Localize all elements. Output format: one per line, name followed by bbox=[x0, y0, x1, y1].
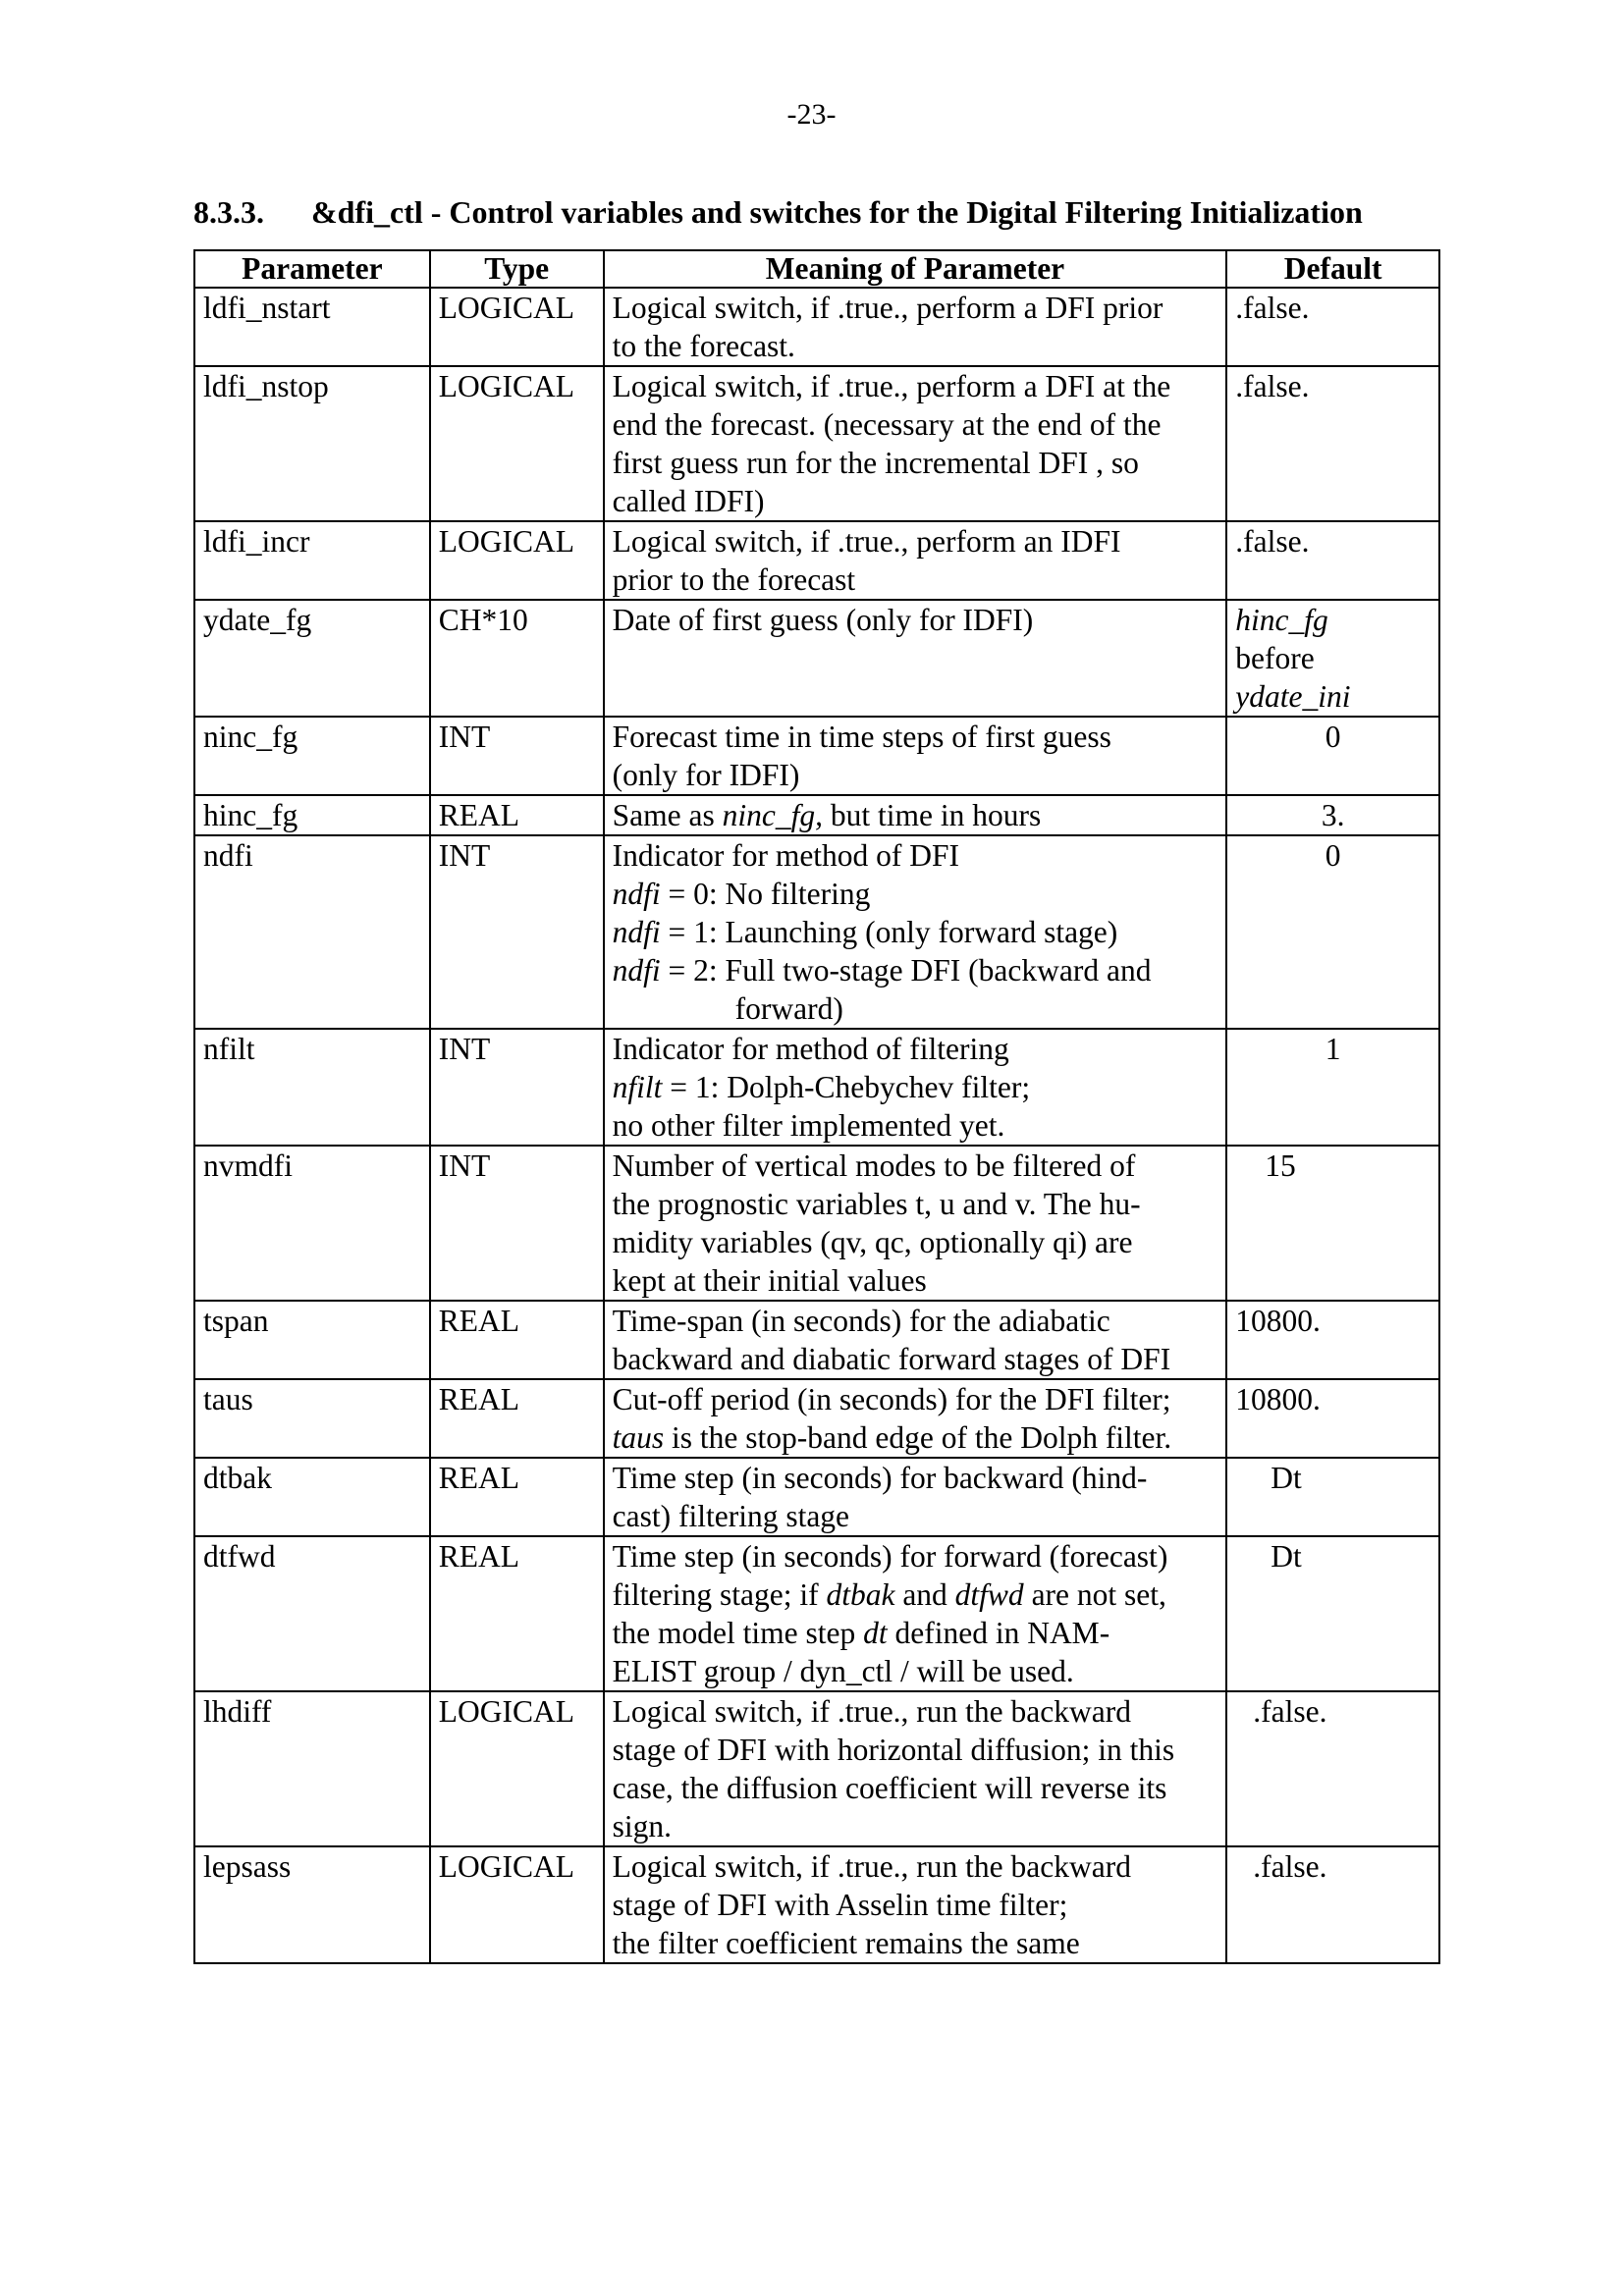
meaning-text: defined in NAM- bbox=[887, 1616, 1110, 1650]
meaning-text: are not set, bbox=[1023, 1577, 1166, 1612]
param-default: 0 bbox=[1226, 835, 1439, 1029]
parameter-table bbox=[193, 249, 1440, 1964]
meaning-text: = 2: Full two-stage DFI (backward and bbox=[660, 953, 1152, 988]
meaning-line: Logical switch, if .true., run the backward bbox=[612, 1694, 1131, 1729]
header-parameter: Parameter bbox=[194, 250, 430, 288]
meaning-variable: ndfi bbox=[612, 915, 661, 949]
meaning-line: the prognostic variables t, u and v. The hu- bbox=[612, 1187, 1141, 1221]
meaning-text: but time in hours bbox=[823, 798, 1042, 832]
param-default bbox=[1226, 600, 1439, 717]
param-default: Dt bbox=[1226, 1536, 1439, 1691]
meaning-line: Time-span (in seconds) for the adiabatic bbox=[612, 1304, 1110, 1338]
param-type: LOGICAL bbox=[430, 288, 604, 366]
meaning-line bbox=[613, 951, 1218, 989]
param-type: INT bbox=[430, 717, 604, 795]
param-meaning bbox=[604, 1536, 1227, 1691]
page-number: -23- bbox=[786, 98, 837, 131]
meaning-variable: nfilt bbox=[612, 1070, 663, 1104]
meaning-line bbox=[613, 1068, 1218, 1106]
param-name: ydate_fg bbox=[194, 600, 430, 717]
meaning-line: end the forecast. (necessary at the end of the bbox=[612, 407, 1162, 442]
meaning-variable: ninc_fg, bbox=[722, 798, 823, 832]
meaning-line: Cut-off period (in seconds) for the DFI filter; bbox=[612, 1382, 1171, 1416]
meaning-line: Logical switch, if .true., perform a DFI at the bbox=[612, 369, 1171, 403]
param-name: tspan bbox=[194, 1301, 430, 1379]
meaning-variable: taus bbox=[612, 1420, 665, 1455]
param-default: .false. bbox=[1226, 1691, 1439, 1846]
param-meaning bbox=[604, 835, 1227, 1029]
meaning-line: case, the diffusion coefficient will reverse its bbox=[612, 1771, 1167, 1805]
param-default: .false. bbox=[1226, 366, 1439, 521]
param-meaning bbox=[604, 1458, 1227, 1536]
param-meaning bbox=[604, 1691, 1227, 1846]
table-row bbox=[194, 366, 1439, 521]
section-title: &dfi_ctl - Control variables and switches for the Digital Filtering Initialization bbox=[311, 194, 1363, 230]
param-type: INT bbox=[430, 1029, 604, 1146]
meaning-text: = 1: Dolph-Chebychev filter; bbox=[662, 1070, 1031, 1104]
table-row bbox=[194, 1536, 1439, 1691]
meaning-line bbox=[613, 913, 1218, 951]
param-name: ldfi_nstart bbox=[194, 288, 430, 366]
section-heading bbox=[193, 194, 1363, 231]
default-line: before bbox=[1235, 641, 1315, 675]
meaning-line: Indicator for method of filtering bbox=[612, 1032, 1009, 1066]
meaning-line: backward and diabatic forward stages of DFI bbox=[612, 1342, 1171, 1376]
meaning-text: is the stop-band edge of the Dolph filter. bbox=[664, 1420, 1172, 1455]
table-row bbox=[194, 1846, 1439, 1963]
section-number: 8.3.3. bbox=[193, 194, 264, 230]
meaning-line: Logical switch, if .true., perform a DFI prior bbox=[612, 291, 1163, 325]
meaning-line: (only for IDFI) bbox=[612, 758, 800, 792]
meaning-line: called IDFI) bbox=[612, 484, 765, 518]
meaning-line: Forecast time in time steps of first guess bbox=[612, 720, 1111, 754]
meaning-line: no other filter implemented yet. bbox=[612, 1108, 1005, 1143]
table-row bbox=[194, 717, 1439, 795]
param-type: LOGICAL bbox=[430, 1846, 604, 1963]
param-type: REAL bbox=[430, 1379, 604, 1458]
param-meaning bbox=[604, 1846, 1227, 1963]
param-meaning bbox=[604, 366, 1227, 521]
param-name: lhdiff bbox=[194, 1691, 430, 1846]
param-default: Dt bbox=[1226, 1458, 1439, 1536]
header-default: Default bbox=[1226, 250, 1439, 288]
param-default: 1 bbox=[1226, 1029, 1439, 1146]
param-name: ninc_fg bbox=[194, 717, 430, 795]
param-meaning bbox=[604, 1301, 1227, 1379]
table-row bbox=[194, 835, 1439, 1029]
meaning-line: Time step (in seconds) for forward (forecast) bbox=[612, 1539, 1168, 1574]
table-header-row bbox=[194, 250, 1439, 288]
table-row bbox=[194, 288, 1439, 366]
param-default: .false. bbox=[1226, 1846, 1439, 1963]
param-type: LOGICAL bbox=[430, 1691, 604, 1846]
param-type: INT bbox=[430, 1146, 604, 1301]
param-name: hinc_fg bbox=[194, 795, 430, 835]
meaning-line bbox=[613, 1575, 1218, 1614]
param-type: REAL bbox=[430, 1458, 604, 1536]
meaning-variable: ndfi bbox=[612, 953, 661, 988]
header-type: Type bbox=[430, 250, 604, 288]
meaning-line: Indicator for method of DFI bbox=[612, 838, 960, 873]
default-line: hinc_fg bbox=[1235, 603, 1328, 637]
meaning-variable: ndfi bbox=[612, 877, 661, 911]
meaning-line: forward) bbox=[734, 991, 843, 1026]
param-type: REAL bbox=[430, 795, 604, 835]
table-row bbox=[194, 1146, 1439, 1301]
meaning-variable: dt bbox=[863, 1616, 888, 1650]
meaning-line: cast) filtering stage bbox=[612, 1499, 850, 1533]
param-type: INT bbox=[430, 835, 604, 1029]
meaning-text: = 1: Launching (only forward stage) bbox=[660, 915, 1118, 949]
param-default: 0 bbox=[1226, 717, 1439, 795]
table-row bbox=[194, 1301, 1439, 1379]
param-type: CH*10 bbox=[430, 600, 604, 717]
table-row bbox=[194, 600, 1439, 717]
meaning-line: Logical switch, if .true., perform an IDFI bbox=[612, 524, 1121, 559]
table-row bbox=[194, 795, 1439, 835]
meaning-line: sign. bbox=[612, 1809, 673, 1843]
meaning-line bbox=[613, 1418, 1218, 1457]
meaning-line: ELIST group / dyn_ctl / will be used. bbox=[612, 1654, 1074, 1688]
param-name: nvmdfi bbox=[194, 1146, 430, 1301]
header-meaning: Meaning of Parameter bbox=[604, 250, 1227, 288]
param-meaning bbox=[604, 717, 1227, 795]
param-default: 10800. bbox=[1226, 1379, 1439, 1458]
meaning-text: filtering stage; if bbox=[612, 1577, 827, 1612]
table-row bbox=[194, 1379, 1439, 1458]
meaning-line: midity variables (qv, qc, optionally qi) are bbox=[612, 1225, 1133, 1259]
param-name: nfilt bbox=[194, 1029, 430, 1146]
table-row bbox=[194, 1029, 1439, 1146]
param-default: 3. bbox=[1226, 795, 1439, 835]
param-name: lepsass bbox=[194, 1846, 430, 1963]
meaning-text: and bbox=[894, 1577, 955, 1612]
param-name: ldfi_nstop bbox=[194, 366, 430, 521]
param-meaning bbox=[604, 795, 1227, 835]
meaning-line: stage of DFI with Asselin time filter; bbox=[612, 1888, 1068, 1922]
meaning-variable: dtbak bbox=[826, 1577, 895, 1612]
param-default: 15 bbox=[1226, 1146, 1439, 1301]
param-meaning bbox=[604, 521, 1227, 600]
table-row bbox=[194, 1691, 1439, 1846]
meaning-line: prior to the forecast bbox=[612, 562, 856, 597]
param-type: REAL bbox=[430, 1536, 604, 1691]
meaning-line: stage of DFI with horizontal diffusion; in this bbox=[612, 1733, 1175, 1767]
table-row bbox=[194, 1458, 1439, 1536]
param-meaning bbox=[604, 1146, 1227, 1301]
meaning-line: Logical switch, if .true., run the backward bbox=[612, 1849, 1131, 1884]
meaning-line: first guess run for the incremental DFI , so bbox=[612, 446, 1139, 480]
param-name: ndfi bbox=[194, 835, 430, 1029]
meaning-line: Number of vertical modes to be filtered of bbox=[612, 1148, 1136, 1183]
param-default: 10800. bbox=[1226, 1301, 1439, 1379]
meaning-line bbox=[613, 875, 1218, 913]
meaning-text: = 0: No filtering bbox=[660, 877, 871, 911]
meaning-line: to the forecast. bbox=[612, 329, 795, 363]
param-name: dtbak bbox=[194, 1458, 430, 1536]
meaning-line: Time step (in seconds) for backward (hind- bbox=[612, 1461, 1148, 1495]
table-row bbox=[194, 521, 1439, 600]
param-type: LOGICAL bbox=[430, 521, 604, 600]
meaning-line: kept at their initial values bbox=[612, 1263, 927, 1298]
meaning-line: the filter coefficient remains the same bbox=[612, 1926, 1080, 1960]
param-meaning bbox=[604, 288, 1227, 366]
default-line: ydate_ini bbox=[1235, 679, 1351, 714]
param-default: .false. bbox=[1226, 288, 1439, 366]
param-default: .false. bbox=[1226, 521, 1439, 600]
meaning-text: the model time step bbox=[612, 1616, 864, 1650]
param-name: ldfi_incr bbox=[194, 521, 430, 600]
meaning-line: Date of first guess (only for IDFI) bbox=[612, 603, 1034, 637]
meaning-variable: dtfwd bbox=[954, 1577, 1024, 1612]
param-name: dtfwd bbox=[194, 1536, 430, 1691]
meaning-text: Same as bbox=[612, 798, 723, 832]
param-meaning bbox=[604, 1379, 1227, 1458]
param-type: REAL bbox=[430, 1301, 604, 1379]
param-name: taus bbox=[194, 1379, 430, 1458]
param-type: LOGICAL bbox=[430, 366, 604, 521]
param-meaning bbox=[604, 600, 1227, 717]
param-meaning bbox=[604, 1029, 1227, 1146]
meaning-line bbox=[613, 1614, 1218, 1652]
